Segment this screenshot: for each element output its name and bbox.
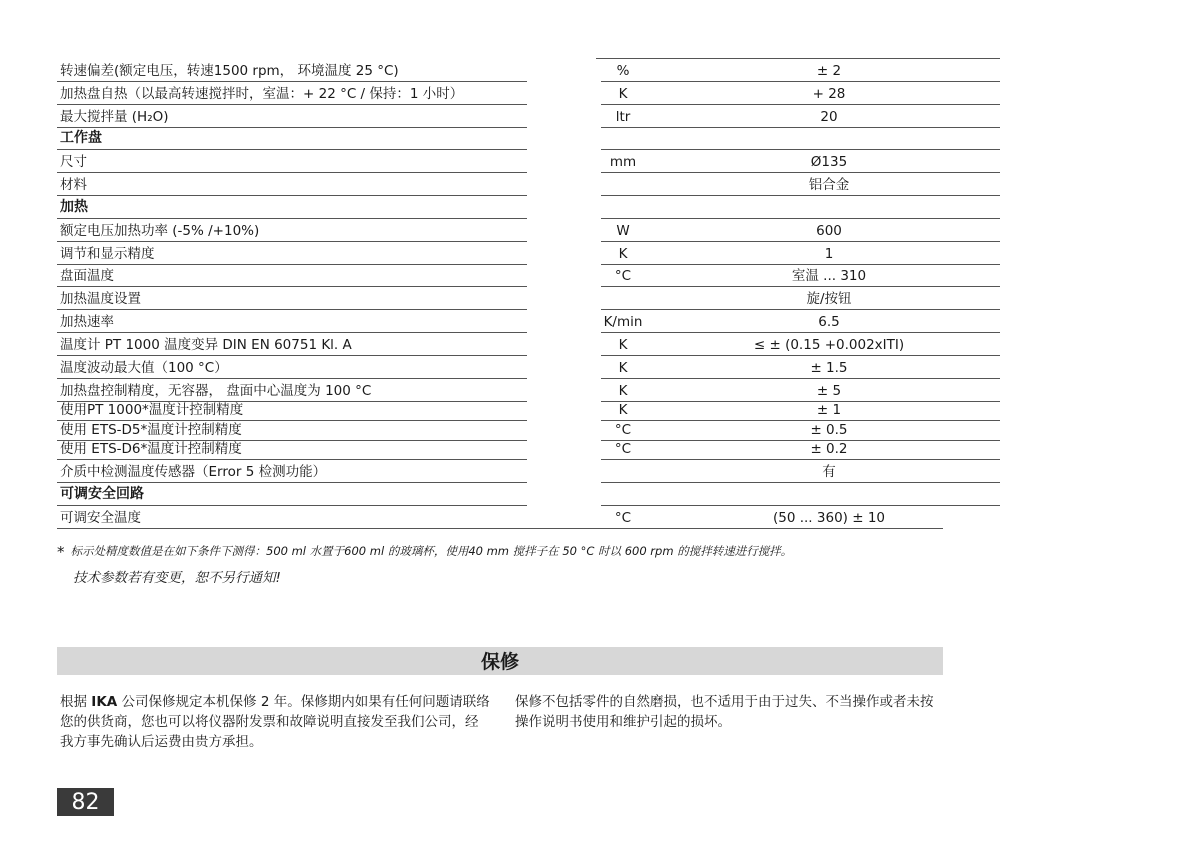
- spec-name: 加热盘控制精度，无容器， 盘面中心温度为 100 °C: [60, 382, 372, 399]
- spec-name: 调节和显示精度: [60, 245, 155, 262]
- spec-name: 介质中检测温度传感器（Error 5 检测功能）: [60, 464, 327, 480]
- table-bottom-rule: [57, 528, 943, 529]
- spec-unit: °C: [614, 441, 632, 458]
- spec-row: [57, 332, 943, 355]
- footnote: [57, 541, 792, 559]
- spec-value: ± 0.5: [810, 421, 848, 438]
- page-number: 82: [57, 788, 114, 816]
- spec-unit: K/min: [603, 314, 643, 331]
- spec-name: 使用PT 1000*温度计控制精度: [60, 402, 244, 419]
- spec-value: 600: [816, 222, 842, 239]
- spec-unit: %: [616, 62, 630, 79]
- spec-name: 可调安全温度: [60, 509, 141, 526]
- spec-name: 最大搅拌量 (H₂O): [60, 108, 169, 125]
- spec-value: 6.5: [818, 314, 840, 331]
- spec-unit: K: [618, 85, 628, 102]
- spec-name: 盘面温度: [60, 268, 114, 285]
- spec-value: 室温 ... 310: [791, 268, 867, 285]
- spec-name: 材料: [60, 177, 87, 194]
- brand-name: IKA: [91, 694, 118, 710]
- spec-value: + 28: [812, 85, 846, 102]
- footnote-text: 标示处精度数值是在如下条件下测得：500 ml 水置于600 ml 的玻璃杯，使用40 mm 搅拌子在 50 °C 时以 600 rpm 的搅拌转速进行搅拌。: [70, 544, 793, 558]
- section-title: 可调安全回路: [60, 485, 144, 502]
- spec-value: 1: [824, 245, 834, 262]
- spec-value: ≤ ± (0.15 +0.002xITI): [753, 336, 905, 353]
- spec-unit: K: [618, 245, 628, 262]
- spec-row: [57, 286, 943, 309]
- section-title: 工作盘: [60, 130, 102, 147]
- warranty-left-pre: 根据: [60, 694, 92, 710]
- spec-name: 使用 ETS-D6*温度计控制精度: [60, 441, 242, 458]
- spec-name: 加热盘自热（以最高转速搅拌时，室温：+ 22 °C / 保持：1 小时）: [60, 85, 464, 102]
- section-header-row: [57, 127, 943, 150]
- spec-row: [57, 440, 943, 460]
- spec-row: [57, 104, 943, 127]
- spec-row: [57, 264, 943, 287]
- spec-row: [57, 218, 943, 241]
- warranty-heading: 保修: [57, 647, 943, 675]
- spec-row: [57, 459, 943, 482]
- spec-unit: °C: [614, 421, 632, 438]
- spec-unit: ltr: [615, 108, 631, 125]
- spec-row: [57, 172, 943, 195]
- section-header-row: [57, 195, 943, 218]
- spec-unit: W: [616, 222, 630, 239]
- warranty-left-body: 公司保修规定本机保修 2 年。保修期内如果有任何问题请联络您的供货商，您也可以将仪器附发票和故障说明直接发至我们公司，经我方事先确认后运费由贵方承担。: [60, 694, 490, 750]
- spec-name: 转速偏差(额定电压，转速1500 rpm， 环境温度 25 °C): [60, 62, 399, 79]
- spec-unit: °C: [614, 509, 632, 526]
- spec-name: 额定电压加热功率 (-5% /+10%): [60, 222, 260, 239]
- spec-value: ± 1.5: [810, 359, 848, 376]
- asterisk-icon: *: [57, 543, 65, 561]
- spec-name: 加热温度设置: [60, 291, 141, 308]
- section-title: 加热: [60, 198, 88, 215]
- spec-row: [57, 149, 943, 172]
- spec-unit: °C: [614, 268, 632, 285]
- spec-unit: K: [618, 382, 628, 399]
- spec-row: [57, 241, 943, 264]
- spec-value: 20: [820, 108, 838, 125]
- warranty-text-left: [60, 692, 490, 752]
- spec-unit: mm: [609, 154, 637, 171]
- spec-name: 使用 ETS-D5*温度计控制精度: [60, 421, 242, 438]
- spec-row: [57, 309, 943, 332]
- spec-row: [57, 81, 943, 104]
- spec-value: 有: [822, 464, 836, 480]
- spec-unit: K: [618, 336, 628, 353]
- spec-value: ± 0.2: [810, 441, 848, 458]
- spec-value: ± 1: [816, 402, 842, 419]
- spec-value: Ø135: [810, 154, 848, 171]
- spec-unit: K: [618, 359, 628, 376]
- spec-value: 铝合金: [808, 177, 850, 194]
- spec-unit: K: [618, 402, 628, 419]
- spec-row: [57, 355, 943, 378]
- warranty-text-right: 保修不包括零件的自然磨损，也不适用于由于过失、不当操作或者未按操作说明书使用和维护引起的损坏。: [515, 694, 934, 730]
- spec-name: 温度计 PT 1000 温度变异 DIN EN 60751 Kl. A: [60, 336, 352, 353]
- spec-value: ± 5: [816, 382, 842, 399]
- spec-name: 尺寸: [60, 154, 87, 171]
- spec-row: [57, 505, 943, 528]
- spec-name: 温度波动最大值（100 °C）: [60, 359, 228, 376]
- spec-value: 旋/按钮: [806, 291, 852, 308]
- spec-name: 加热速率: [60, 314, 114, 331]
- spec-value: ± 2: [816, 62, 842, 79]
- spec-value: (50 ... 360) ± 10: [772, 509, 885, 526]
- spec-row: [57, 58, 943, 81]
- section-header-row: [57, 482, 943, 505]
- change-notice: 技术参数若有变更，恕不另行通知!: [73, 570, 281, 586]
- specifications-table: [57, 58, 943, 529]
